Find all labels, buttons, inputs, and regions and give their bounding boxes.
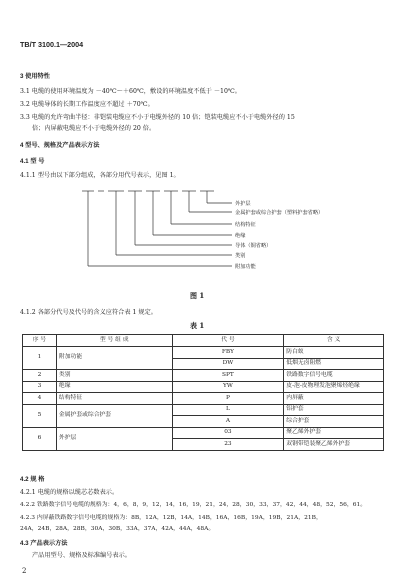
para-3-1: 3.1 电缆的使用环境温度为 －40℃～＋60℃，敷设的环境温度不低于 －10℃。 <box>20 88 241 95</box>
label-category: 类别 <box>235 253 246 259</box>
cell-code: YW <box>172 381 284 393</box>
cell-part: 绝缘 <box>56 381 172 393</box>
para-4-1-2: 4.1.2 各部分代号及代号的含义应符合表 1 规定。 <box>20 309 157 316</box>
cell-code: SPT <box>172 370 284 382</box>
label-additional-function: 附加功能 <box>235 264 256 270</box>
label-structure: 结构特征 <box>235 222 256 228</box>
cell-meaning: 铁路数字信号电缆 <box>284 370 384 382</box>
cell-part: 结构特征 <box>56 393 172 405</box>
cell-no: 3 <box>23 381 57 393</box>
para-4-2-3-line1: 4.2.3 内屏蔽铁路数字信号电缆的规格为：8B，12A，12B，14A，14B，16A，16B，19A，19B，21A，21B， <box>20 515 322 521</box>
table-row <box>23 393 384 405</box>
cell-code: L <box>172 404 284 416</box>
table-row <box>23 347 384 359</box>
section-4-2-title: 4.2 规 格 <box>20 476 45 483</box>
cell-code: 03 <box>172 427 284 439</box>
model-structure-diagram <box>60 183 360 283</box>
cell-code: P <box>172 393 284 405</box>
cell-meaning: 聚乙烯外护套 <box>284 427 384 439</box>
cell-meaning: 防白蚁 <box>284 347 384 359</box>
label-outer-layer: 外护层 <box>235 201 251 207</box>
section-4-1-title: 4.1 型 号 <box>20 158 45 165</box>
cell-meaning: 内屏蔽 <box>284 393 384 405</box>
cell-no: 1 <box>23 347 57 370</box>
cell-code: 23 <box>172 439 284 451</box>
cell-part: 附加功能 <box>56 347 172 370</box>
cell-no: 6 <box>23 427 57 450</box>
table-header-row <box>23 335 384 347</box>
para-3-2: 3.2 电缆导体的长期工作温度应不超过 ＋70℃。 <box>20 101 154 108</box>
para-3-3-line1: 3.3 电缆的允许弯曲半径：非铠装电缆应不小于电缆外径的 10 倍；铠装电缆应不小于电缆外径的 15 <box>20 114 295 121</box>
cell-meaning: 双钢带铠装聚乙烯外护套 <box>284 439 384 451</box>
cell-meaning: 低烟无卤阻燃 <box>284 358 384 370</box>
standard-number-header: TB/T 3100.1—2004 <box>20 40 84 49</box>
table-row <box>23 427 384 439</box>
section-4-3-title: 4.3 产品表示方法 <box>20 540 68 547</box>
section-3-title: 3 使用特性 <box>20 73 50 80</box>
table-row <box>23 370 384 382</box>
cell-code: A <box>172 416 284 428</box>
para-4-1-1: 4.1.1 型号由以下部分组成，各部分用代号表示，见图 1。 <box>20 172 180 179</box>
label-conductor: 导体（铜省略） <box>235 243 272 249</box>
table-1 <box>22 334 384 451</box>
para-4-2-2: 4.2.2 铁路数字信号电缆的规格为：4，6，8，9，12，14，16，19，21，24，28，30，33，37，42，44，48，52，56，61。 <box>20 502 367 508</box>
page-number: 2 <box>22 567 27 575</box>
para-4-2-3-line2: 24A，24B，28A，28B，30A，30B，33A，37A，42A，44A，48A。 <box>20 526 215 532</box>
section-4-title: 4 型号、规格及产品表示方法 <box>20 142 100 149</box>
cell-code: FBY <box>172 347 284 359</box>
table-caption: 表 1 <box>190 321 205 330</box>
header-code: 代 号 <box>172 335 284 347</box>
table-row <box>23 381 384 393</box>
table-row <box>23 404 384 416</box>
cell-meaning: 综合护套 <box>284 416 384 428</box>
para-3-3-line2: 倍；内屏蔽电缆应不小于电缆外径的 20 倍。 <box>32 125 156 132</box>
header-part: 型 号 组 成 <box>56 335 172 347</box>
figure-caption: 图 1 <box>190 291 205 300</box>
para-4-3: 产品用型号、规格及标准编号表示。 <box>32 552 131 559</box>
cell-part: 类别 <box>56 370 172 382</box>
header-no: 序 号 <box>23 335 57 347</box>
cell-no: 2 <box>23 370 57 382</box>
cell-code: DW <box>172 358 284 370</box>
header-meaning: 含 义 <box>284 335 384 347</box>
cell-no: 4 <box>23 393 57 405</box>
para-4-2-1: 4.2.1 电缆的规格以缆芯芯数表示。 <box>20 489 119 496</box>
cell-meaning: 皮-泡-皮物理发泡聚烯烃绝缘 <box>284 381 384 393</box>
cell-part: 外护层 <box>56 427 172 450</box>
cell-meaning: 铝护套 <box>284 404 384 416</box>
label-sheath: 金属护套或综合护套（塑料护套省略） <box>235 210 324 216</box>
cell-part: 金属护套或综合护套 <box>56 404 172 427</box>
cell-no: 5 <box>23 404 57 427</box>
label-insulation: 绝缘 <box>235 233 246 239</box>
